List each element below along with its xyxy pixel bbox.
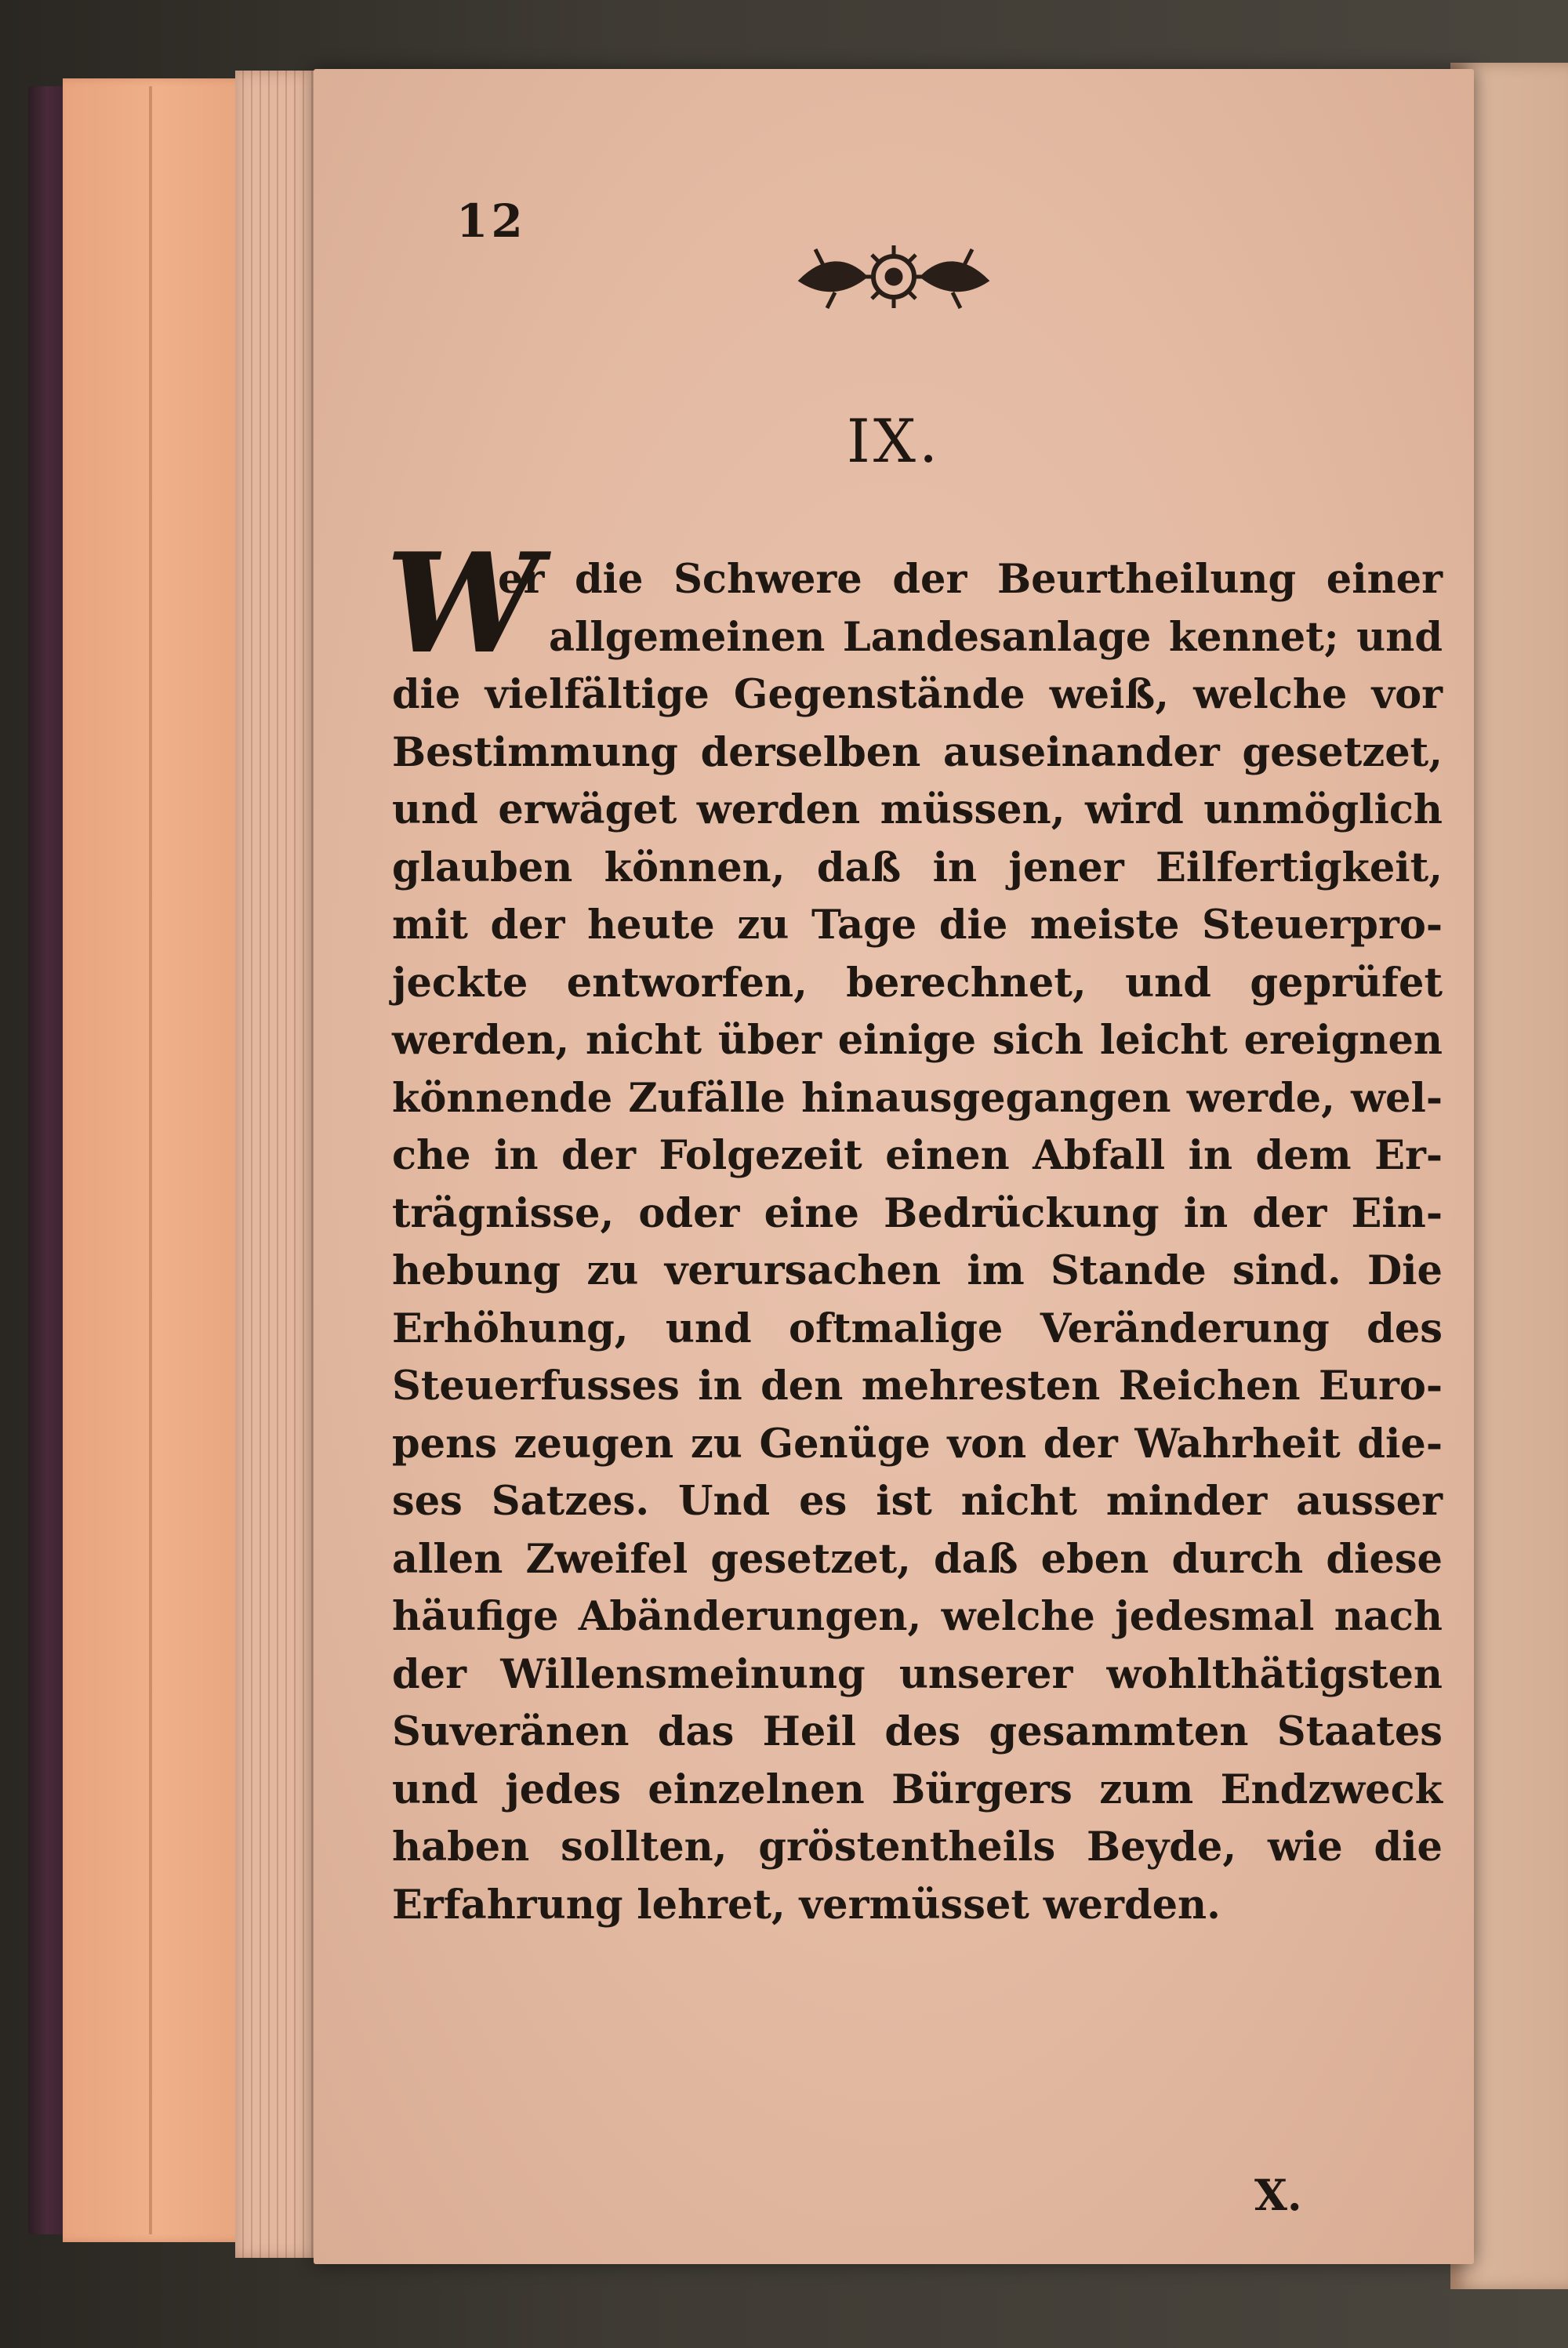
text-line: Erfahrung lehret, vermüsset werden.	[392, 1881, 1221, 1929]
text-line: mit der heute zu Tage die meiste Steuerpro-	[392, 902, 1443, 949]
text-line: werden, nicht über einige sich leicht ereignen	[392, 1017, 1443, 1064]
text-line: Steuerfusses in den mehresten Reichen Euro-	[392, 1363, 1443, 1410]
text-line: Bestimmung derselben auseinander gesetzet,	[392, 728, 1443, 776]
text-line: haben sollten, gröstentheils Beyde, wie die	[392, 1824, 1443, 1871]
text-line: hebung zu verursachen im Stande sind. Die	[392, 1247, 1443, 1294]
text-line: Suveränen das Heil des gesammten Staates	[392, 1708, 1443, 1755]
text-line: che in der Folgezeit einen Abfall in dem Er-	[392, 1132, 1443, 1179]
text-line: glauben können, daß in jener Eilfertigkeit,	[392, 844, 1443, 891]
text-line: und erwäget werden müssen, wird unmöglich	[392, 786, 1443, 833]
text-line: häufige Abänderungen, welche jedesmal nach	[392, 1593, 1443, 1640]
endpaper-fold	[149, 86, 152, 2234]
text-line: pens zeugen zu Genüge von der Wahrheit die-	[392, 1420, 1443, 1468]
text-line: trägnisse, oder eine Bedrückung in der Ein-	[392, 1189, 1443, 1237]
book-page	[314, 69, 1474, 2264]
catchword: X.	[1254, 2170, 1302, 2220]
page-number: 12	[456, 194, 526, 248]
text-line: ses Satzes. Und es ist nicht minder ausser	[392, 1478, 1443, 1525]
text-line: jeckte entworfen, berechnet, und geprüfet	[392, 959, 1443, 1007]
text-line: die vielfältige Gegenstände weiß, welche vor	[392, 671, 1443, 718]
text-line: allen Zweifel gesetzet, daß eben durch diese	[392, 1535, 1443, 1583]
text-line: könnende Zufälle hinausgegangen werde, wel-	[392, 1074, 1443, 1122]
text-line: er die Schwere der Beurtheilung einer	[498, 556, 1443, 603]
body-text	[392, 551, 1443, 1934]
text-line: Erhöhung, und oftmalige Veränderung des	[392, 1305, 1443, 1352]
drop-cap: W	[386, 524, 540, 684]
floral-fleuron-icon	[792, 234, 996, 320]
text-line: allgemeinen Landesanlage kennet; und	[549, 613, 1443, 661]
text-line: der Willensmeinung unserer wohlthätigsten	[392, 1650, 1443, 1698]
section-heading: IX.	[846, 406, 942, 476]
text-line: und jedes einzelnen Bürgers zum Endzweck	[392, 1766, 1443, 1813]
